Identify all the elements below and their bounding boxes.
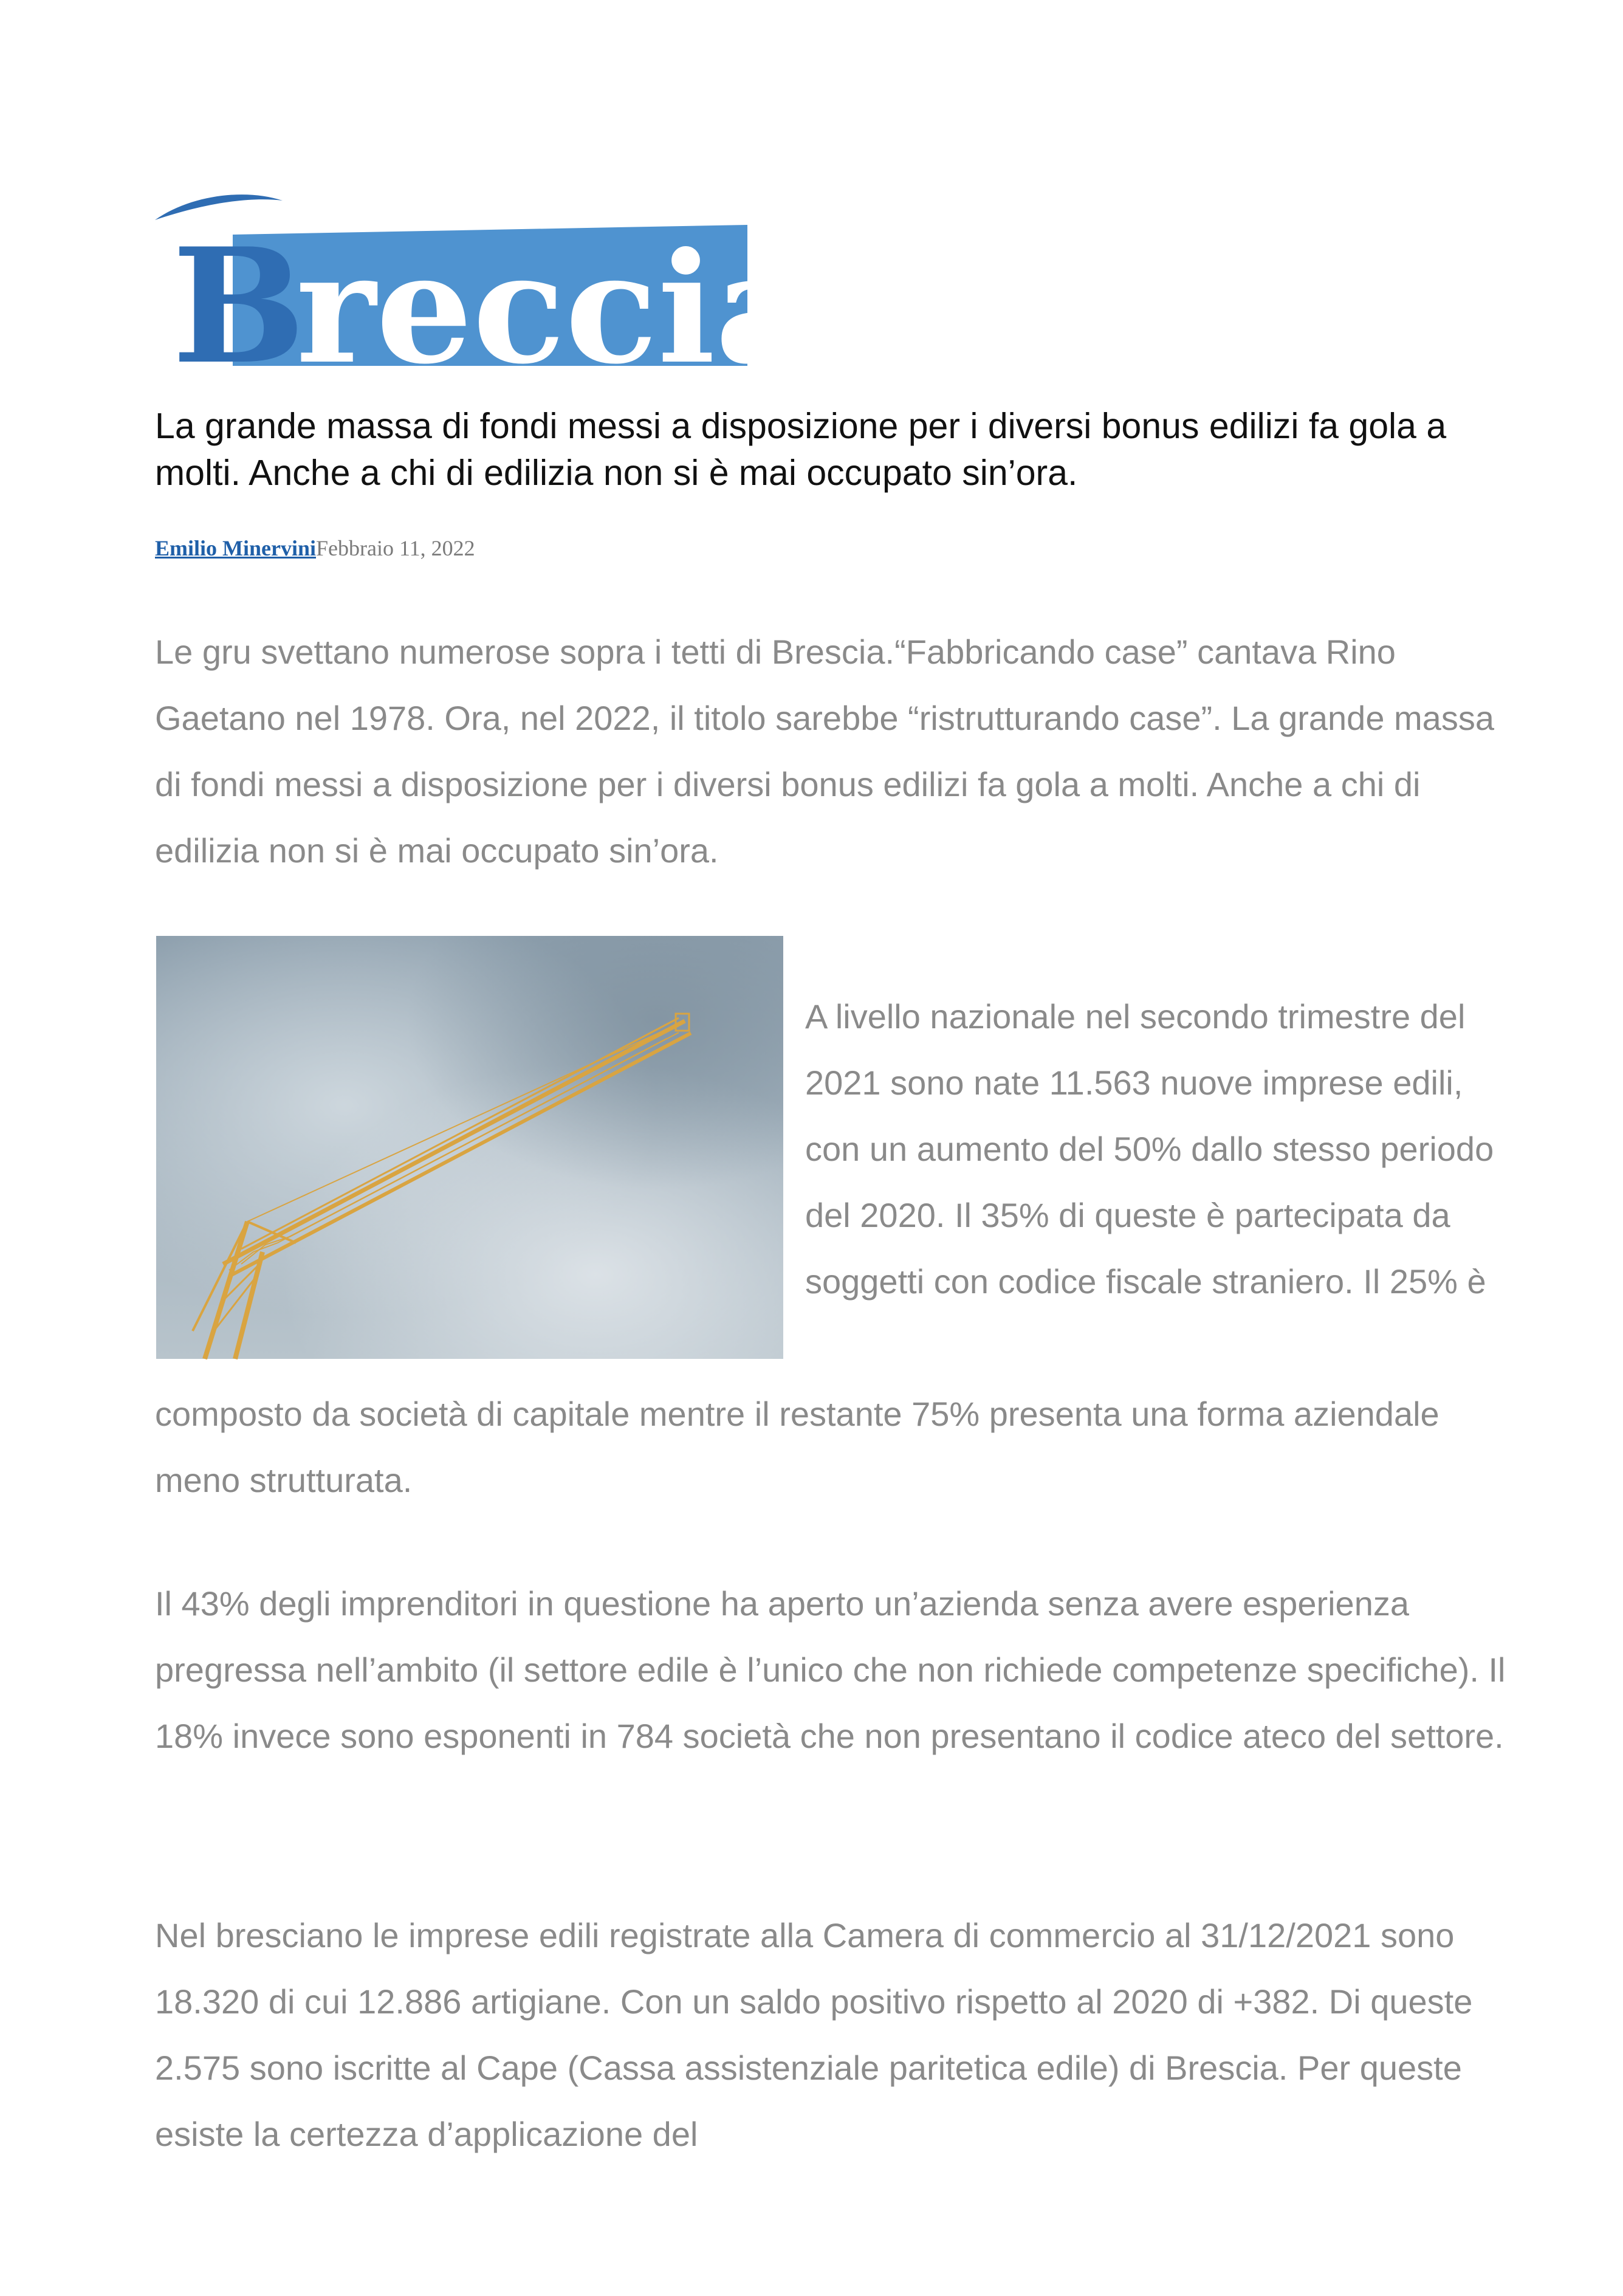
crane-photo — [156, 936, 783, 1359]
byline — [155, 535, 475, 562]
paragraph-national-stats-cont: composto da società di capitale mentre il restante 75% presenta una forma aziendale meno strutturata. — [155, 1395, 1439, 1499]
article-headline: La grande massa di fondi messi a disposizione per i diversi bonus edilizi fa gola a molti. Anche a chi di edilizia non si è mai occupato sin’ora. — [155, 406, 1447, 493]
paragraph-intro: Le gru svettano numerose sopra i tetti di Brescia.“Fabbricando case” cantava Rino Gaetano nel 1978. Ora, nel 2022, il titolo sarebbe “ristrutturando case”. La grande massa di fondi messi a disposizione per i diversi bonus edilizi fa gola a molti. Anche a chi di edilizia non si è mai occupato sin’ora. — [155, 633, 1494, 870]
brescia-logo — [155, 188, 814, 399]
svg-text:B: B — [172, 214, 306, 399]
publish-date: Febbraio 11, 2022 — [316, 536, 475, 560]
paragraph-brescia-stats: Nel bresciano le imprese edili registrate alla Camera di commercio al 31/12/2021 sono 18.320 di cui 12.886 artigiane. Con un saldo positivo rispetto al 2020 di +382. Di queste 2.575 sono iscritte al Cape (Cassa assistenziale paritetica edile) di Brescia. Per queste esiste la certezza d’applicazione del — [155, 1916, 1473, 2153]
author-link[interactable]: Emilio Minervini — [155, 536, 316, 560]
paragraph-national-stats: A livello nazionale nel secondo trimestre del 2021 sono nate 11.563 nuove imprese edili, con un aumento del 50% dallo stesso periodo del 2020. Il 35% di queste è partecipata da soggetti con codice fiscale straniero. Il 25% è — [805, 997, 1494, 1301]
svg-text:reccia: reccia — [296, 219, 814, 397]
logo-graphic — [155, 188, 814, 399]
paragraph-entrepreneurs: Il 43% degli imprenditori in questione ha aperto un’azienda senza avere esperienza pregressa nell’ambito (il settore edile è l’unico che non richiede competenze specifiche). Il 18% invece sono esponenti in 784 società che non presentano il codice ateco del settore. — [155, 1584, 1506, 1755]
crane-image — [156, 936, 783, 1359]
